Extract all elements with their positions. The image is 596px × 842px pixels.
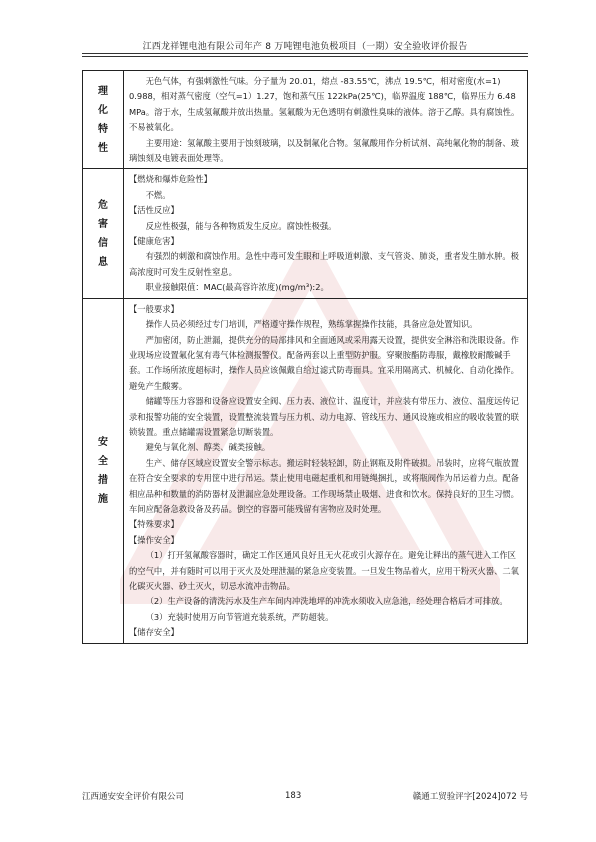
section-heading: 【操作安全】 (129, 534, 179, 545)
paragraph: （2）生产设备的清洗污水及生产车间内冲洗地坪的冲洗水须收入应急池，经处理合格后才可排放。 (145, 596, 508, 607)
row-label-hazard: 危害信息 (83, 169, 124, 298)
section-heading: 【健康危害】 (129, 236, 179, 247)
header-rule-thin (82, 56, 528, 57)
paragraph: 储罐等压力容器和设备应设置安全阀、压力表、液位计、温度计，并应装有带压力、液位、温度远传记录和报警功能的安全装置，设置整流装置与压力机、动力电源、管线压力、通风设施或相应的吸收装置的联锁装置。重点储罐需设置紧急切断装置。 (129, 396, 519, 437)
paragraph: 无色气体，有强刺激性气味。分子量为 20.01，熔点 -83.55℃，沸点 19.5℃，相对密度(水=1) 0.988，相对蒸气密度（空气=1）1.27，饱和蒸气压 122kPa(25℃)，临界温度 188℃，临界压力 6.48 MPa。溶于水，生成氢氟酸并放出热量。氢氟酸为无色透明有刺激性臭味的液体。溶于乙醇。具有腐蚀性。不易被氧化。 (129, 76, 520, 133)
page-header: 江西龙祥锂电池有限公司年产 8 万吨锂电池负极项目（一期）安全验收评价报告 (142, 42, 468, 52)
paragraph: 不燃。 (145, 189, 171, 200)
table-row-safety (83, 298, 528, 643)
row-content-physical (124, 71, 528, 169)
paragraph: 操作人员必须经过专门培训，严格遵守操作规程，熟练掌握操作技能，具备应急处置知识。 (145, 319, 478, 330)
row-label-physical: 理化特性 (83, 71, 124, 169)
section-heading: 【特殊要求】 (129, 519, 179, 530)
paragraph: 有强烈的刺激和腐蚀作用。急性中毒可发生眼和上呼吸道刺激、支气管炎、肺炎，重者发生肺水肿。极高浓度时可发生反射性窒息。 (129, 251, 519, 277)
row-content-safety (124, 298, 528, 643)
paragraph: 主要用途：氢氟酸主要用于蚀刻玻璃，以及制氟化合物。氢氟酸用作分析试剂、高纯氟化物的制备、玻璃蚀刻及电镀表面处理等。 (129, 137, 519, 164)
chemical-info-table (82, 70, 528, 644)
section-heading: 【一般要求】 (129, 303, 179, 314)
paragraph: 生产、储存区域应设置安全警示标志。搬运时轻装轻卸，防止钢瓶及附件破损。吊装时，应将气瓶放置在符合安全要求的专用筐中进行吊运。禁止使用电磁起重机和用链绳捆扎，或将瓶阀作为吊运着力点。配备相应品种和数量的消防器材及泄漏应急处理设备。工作现场禁止吸烟、进食和饮水。保持良好的卫生习惯。车间应配备急救设备及药品。倒空的容器可能残留有害物应及时处理。 (129, 457, 519, 514)
footer-page-number: 183 (285, 791, 302, 801)
paragraph: （1）打开氢氟酸容器时，确定工作区通风良好且无火花或引火源存在。避免让释出的蒸气进入工作区的空气中，并有随时可以用于灭火及处理泄漏的紧急应变装置。一旦发生物品着火，应用干粉灭火器、二氧化碳灭火器、砂土灭火，切忌水流冲击物品。 (129, 550, 519, 591)
paragraph: 职业接触限值：MAC(最高容许浓度)(mg/m³):2。 (145, 282, 329, 293)
footer-document-number: 赣通工贸验评字[2024]072 号 (412, 792, 528, 802)
row-content-hazard (124, 169, 528, 298)
section-heading: 【活性反应】 (129, 205, 179, 216)
paragraph: 严加密闭，防止泄漏，提供充分的局部排风和全面通风或采用露天设置，提供安全淋浴和洗眼设备。作业现场应设置氟化氢有毒气体检测报警仪。配备两套以上重型防护服。穿聚胺酯防毒服，戴橡胶耐酸碱手套。工作场所浓度超标时，操作人员应该佩戴自给过滤式防毒面具。宜采用隔离式、机械化、自动化操作。避免产生酸雾。 (129, 334, 519, 391)
section-heading: 【燃烧和爆炸危险性】 (129, 174, 212, 185)
row-label-safety: 安全措施 (83, 298, 124, 643)
section-heading: 【储存安全】 (129, 627, 179, 638)
header-rule (82, 53, 528, 54)
footer-company: 江西通安安全评价有限公司 (82, 792, 185, 802)
table-row-physical (83, 71, 528, 169)
paragraph: 避免与氧化剂、醇类、碱类接触。 (145, 442, 271, 453)
paragraph: （3）充装时使用万向节管道充装系统，严防超装。 (145, 611, 334, 622)
paragraph: 反应性极强，能与各种物质发生反应。腐蚀性极强。 (145, 220, 337, 231)
table-row-hazard (83, 169, 528, 298)
